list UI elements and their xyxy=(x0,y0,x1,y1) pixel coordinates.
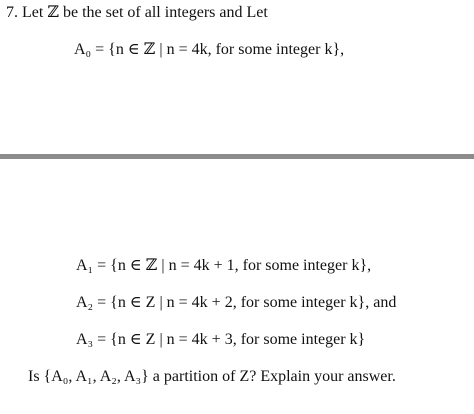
partition-question: Is {A₀, A₁, A₂, A₃} a partition of Z? Explain your answer. xyxy=(28,368,396,385)
set-a1-definition: A₁ = {n ∈ ℤ | n = 4k + 1, for some integer k}, xyxy=(76,257,372,274)
page-divider xyxy=(0,154,474,159)
set-a3-definition: A₃ = {n ∈ Z | n = 4k + 3, for some integer k} xyxy=(76,331,366,348)
question-title: 7. Let ℤ be the set of all integers and Let xyxy=(6,4,268,21)
set-a2-definition: A₂ = {n ∈ Z | n = 4k + 2, for some integer k}, and xyxy=(76,294,397,311)
set-a0-definition: A₀ = {n ∈ ℤ | n = 4k, for some integer k}, xyxy=(74,41,345,58)
